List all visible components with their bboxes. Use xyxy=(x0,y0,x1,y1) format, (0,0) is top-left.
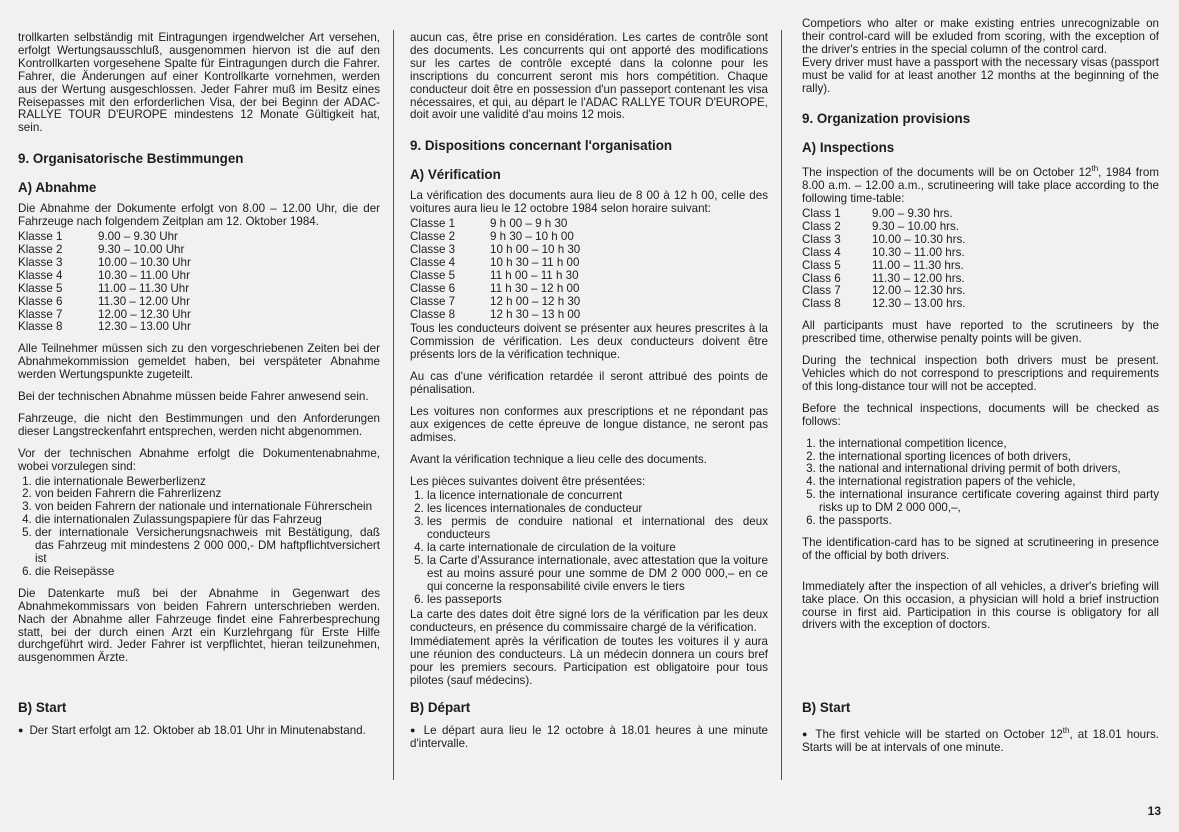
list-item: 2. von beiden Fahrern die Fahrerlizenz xyxy=(35,488,380,501)
section-heading: 9. Dispositions concernant l'organisation xyxy=(410,138,673,154)
subsection-heading: B) Start xyxy=(802,700,851,715)
document-list xyxy=(18,476,380,579)
document-list xyxy=(410,490,768,606)
list-item: 3. von beiden Fahrern der nationale und internationale Führerschein xyxy=(35,501,380,514)
french-column xyxy=(410,32,768,792)
subsection-heading: B) Start xyxy=(18,700,67,715)
list-item: 3. the national and international driving permit of both drivers, xyxy=(819,463,1159,476)
list-item: 5. the international insurance certificate covering against third party risks up to DM 2 000 000,–, xyxy=(819,489,1159,515)
schedule-row: Klasse 8 12.30 – 13.00 Uhr xyxy=(18,320,191,334)
schedule-row: Class 4 10.30 – 11.00 hrs. xyxy=(802,245,965,259)
german-column xyxy=(18,32,380,792)
list-item: 4. die internationalen Zulassungspapiere für das Fahrzeug xyxy=(35,514,380,527)
document-list xyxy=(802,438,1159,528)
subsection-heading: A) Inspections xyxy=(802,140,895,156)
schedule-table xyxy=(802,208,1159,311)
schedule-row: Classe 7 12 h 00 – 12 h 30 xyxy=(410,294,581,308)
paragraph: Au cas d'une vérification retardée il seront attribué des points de pénalisation. xyxy=(410,370,768,397)
schedule-row: Klasse 4 10.30 – 11.00 Uhr xyxy=(18,268,190,282)
paragraph: Fahrzeuge, die nicht den Bestimmungen und den Anforderungen dieser Langstreckenfahrt entsprechen, werden nicht abgenommen. xyxy=(18,411,380,438)
section-heading: 9. Organisatorische Bestimmungen xyxy=(18,151,244,167)
list-item: 6. the passports. xyxy=(819,515,1159,528)
schedule-table xyxy=(410,218,768,321)
paragraph: Die Datenkarte muß bei der Abnahme in Gegenwart des Abnahmekommissars von beiden Fahrern unterschrieben werden. Nach der Abnahme aller Fahrzeuge findet eine Fahrerbesprechung statt, bei der durch einen Arzt ein Kurzlehrgang für Erste Hilfe durchgeführt wird. Jeder Fahrer ist verpflichtet, hieran teilzunehmen, ausgenommen Ärzte. xyxy=(18,586,380,665)
list-item: 6. die Reisepässe xyxy=(35,566,380,579)
intro-paragraph: Every driver must have a passport with the necessary visas (passport must be valid for at least another 12 months at the beginning of the rally). xyxy=(802,55,1159,95)
intro-paragraph: Competiors who alter or make existing entries unrecognizable on their control-card will be exluded from scoring, with the exception of the driver's entries in the special column of the control card. xyxy=(802,17,1159,56)
intro-paragraph: aucun cas, être prise en considération. Les cartes de contrôle sont des documents. Les concurrents qui ont apporté des modifications sur les cartes de contrôle excepté dans la colonne pour les inscriptions du concurrent seront mis hors compétition. Chaque conducteur doit être en possession d'un passeport contenant les visa nécessaires, et qui, au départ le l'ADAC RALLYE TOUR D'EUROPE, doit avoir une validité d'au moins 12 mois. xyxy=(410,31,768,122)
paragraph: The identification-card has to be signed at scrutineering in presence of the official by both drivers. xyxy=(802,535,1159,562)
start-paragraph: ● The first vehicle will be started on October 12th, at 18.01 hours. Starts will be at intervals of one minute. xyxy=(802,725,1159,755)
page-number: 13 xyxy=(1147,804,1161,818)
schedule-row: Klasse 6 11.30 – 12.00 Uhr xyxy=(18,294,190,308)
start-paragraph: ● Der Start erfolgt am 12. Oktober ab 18.01 Uhr in Minutenabstand. xyxy=(18,725,380,738)
schedule-row: Class 7 12.00 – 12.30 hrs. xyxy=(802,284,966,298)
paragraph: Les pièces suivantes doivent être présentées: xyxy=(410,474,646,488)
paragraph: Immédiatement après la vérification de toutes les voitures il y aura une réunion des conducteurs. Là un médecin donnera un cours bref pour les premiers secours. Participation est obligatoire pour tous pilotes (sauf médecins). xyxy=(410,635,768,688)
english-start-section xyxy=(802,700,1159,764)
schedule-row: Class 2 9.30 – 10.00 hrs. xyxy=(802,219,960,233)
column-divider xyxy=(781,30,782,780)
paragraph: Bei der technischen Abnahme müssen beide Fahrer anwesend sein. xyxy=(18,390,369,404)
list-item: 5. der internationale Versicherungsnachweis mit Bestätigung, daß das Fahrzeug mit mindestens 2 000 000,- DM haftpflichtversichert ist xyxy=(35,527,380,566)
schedule-row: Klasse 3 10.00 – 10.30 Uhr xyxy=(18,255,191,269)
schedule-row: Klasse 5 11.00 – 11.30 Uhr xyxy=(18,281,190,295)
german-start-section xyxy=(18,700,380,747)
schedule-row: Class 5 11.00 – 11.30 hrs. xyxy=(802,258,964,272)
schedule-row: Classe 4 10 h 30 – 11 h 00 xyxy=(410,255,580,269)
paragraph: All participants must have reported to the scrutineers by the prescribed time, otherwise penalty points will be given. xyxy=(802,319,1159,346)
paragraph: Avant la vérification technique a lieu celle des documents. xyxy=(410,452,707,466)
schedule-row: Classe 2 9 h 30 – 10 h 00 xyxy=(410,230,574,244)
paragraph: During the technical inspection both drivers must be present. Vehicles which do not correspond to prescriptions and requirements of this long-distance tour will not be accepted. xyxy=(802,354,1159,393)
start-paragraph: ● Le départ aura lieu le 12 octobre à 18.01 heures à une minute d'intervalle. xyxy=(410,725,768,751)
paragraph: La vérification des documents aura lieu de 8 00 à 12 h 00, celle des voitures aura lieu le 12 octobre 1984 selon horaire suivant: xyxy=(410,189,768,216)
subsection-heading: A) Vérification xyxy=(410,167,501,183)
schedule-row: Classe 6 11 h 30 – 12 h 00 xyxy=(410,281,580,295)
schedule-table xyxy=(18,231,380,334)
schedule-row: Class 8 12.30 – 13.00 hrs. xyxy=(802,297,966,311)
subsection-heading: B) Départ xyxy=(410,700,471,715)
list-item: 1. die internationale Bewerberlizenz xyxy=(35,476,380,489)
list-item: 6. les passeports xyxy=(427,594,768,607)
paragraph: Die Abnahme der Dokumente erfolgt von 8.00 – 12.00 Uhr, die der Fahrzeuge nach folgendem Zeitplan am 12. Oktober 1984. xyxy=(18,202,380,229)
list-item: 2. les licences internationales de conducteur xyxy=(427,503,768,516)
schedule-row: Klasse 7 12.00 – 12.30 Uhr xyxy=(18,307,191,321)
paragraph: Before the technical inspections, documents will be checked as follows: xyxy=(802,401,1159,428)
paragraph: La carte des dates doit être signé lors de la vérification par les deux conducteurs, en présence du commissaire chargé de la vérification. xyxy=(410,607,768,634)
list-item: 3. les permis de conduire national et international des deux conducteurs xyxy=(427,516,768,542)
paragraph: Immediately after the inspection of all vehicles, a driver's briefing will take place. On this occasion, a physician will hold a brief instruction course in first aid. Participation in this course is obligatory for all drivers with the exception of doctors. xyxy=(802,579,1159,632)
schedule-row: Classe 8 12 h 30 – 13 h 00 xyxy=(410,307,581,321)
schedule-row: Class 1 9.00 – 9.30 hrs. xyxy=(802,207,953,221)
schedule-row: Classe 1 9 h 00 – 9 h 30 xyxy=(410,217,568,231)
subsection-heading: A) Abnahme xyxy=(18,180,97,196)
schedule-row: Class 6 11.30 – 12.00 hrs. xyxy=(802,271,965,285)
schedule-row: Classe 5 11 h 00 – 11 h 30 xyxy=(410,268,579,282)
list-item: 1. la licence internationale de concurrent xyxy=(427,490,768,503)
schedule-row: Klasse 1 9.00 – 9.30 Uhr xyxy=(18,230,178,244)
section-heading: 9. Organization provisions xyxy=(802,111,971,127)
paragraph: Tous les conducteurs doivent se présenter aux heures prescrites à la Commission de vérification. Les deux conducteurs doivent être présents lors de la vérification technique. xyxy=(410,322,768,362)
paragraph: The inspection of the documents will be on October 12th, 1984 from 8.00 a.m. – 12.00 a.m., scrutineering will take place according to the following time-table: xyxy=(802,164,1159,206)
schedule-row: Classe 3 10 h 00 – 10 h 30 xyxy=(410,242,581,256)
french-start-section xyxy=(410,700,768,760)
paragraph: Alle Teilnehmer müssen sich zu den vorgeschriebenen Zeiten bei der Abnahmekommission gemeldet haben, bei verspäteter Abnahme werden Wertungspunkte zugeteilt. xyxy=(18,342,380,382)
paragraph: Les voitures non conformes aux prescriptions et ne répondant pas aux exigences de cette épreuve de longue distance, ne seront pas admises. xyxy=(410,404,768,444)
english-column xyxy=(802,18,1159,792)
schedule-row: Klasse 2 9.30 – 10.00 Uhr xyxy=(18,242,185,256)
list-item: 1. the international competition licence, xyxy=(819,438,1159,451)
list-item: 4. the international registration papers of the vehicle, xyxy=(819,476,1159,489)
list-item: 2. the international sporting licences of both drivers, xyxy=(819,451,1159,464)
column-divider xyxy=(393,30,394,780)
paragraph: Vor der technischen Abnahme erfolgt die Dokumentenabnahme, wobei vorzulegen sind: xyxy=(18,446,380,473)
list-item: 4. la carte internationale de circulation de la voiture xyxy=(427,542,768,555)
intro-paragraph: trollkarten selbständig mit Eintragungen irgendwelcher Art versehen, erfolgt Wertungsausschluß, ausgenommen hiervon ist die auf den Kontrollkarten vorgesehene Spalte für Eintragungen durch die Fahrer. Fahrer, die Änderungen auf einer Kontrollkarte vornehmen, werden aus der Wertung ausgeschlossen. Jeder Fahrer muß im Besitz eines Reisepasses mit den erforderlichen Visa, der bei Beginn der ADAC-RALLYE TOUR D'EUROPE mindestens 12 Monate Gültigkeit hat, sein. xyxy=(18,31,380,135)
schedule-row: Class 3 10.00 – 10.30 hrs. xyxy=(802,232,966,246)
list-item: 5. la Carte d'Assurance internationale, avec attestation que la voiture est au moins assuré pour une somme de DM 2 000 000,– en ce qui concerne la responsabilité civile envers le tiers xyxy=(427,555,768,594)
